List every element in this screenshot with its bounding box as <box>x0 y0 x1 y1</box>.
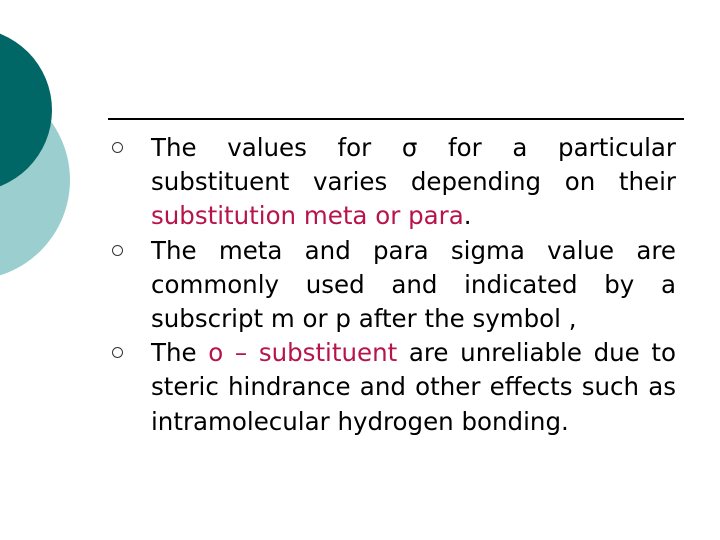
hollow-circle-bullet-icon <box>112 347 123 358</box>
hollow-circle-bullet-icon <box>112 245 123 256</box>
hollow-circle-bullet-icon <box>112 142 123 153</box>
bullet-text: The values for σ for a particular substituent varies depending on their <box>151 133 676 197</box>
bullet-item <box>132 131 676 234</box>
highlighted-text: o – substituent <box>208 338 398 368</box>
title-divider-line <box>108 118 684 120</box>
bullet-item <box>132 234 676 337</box>
bullet-item <box>132 336 676 439</box>
bullet-text-end: are unreliable due to steric hindrance and other effects such as intramolecular hydrogen bonding. <box>151 338 676 436</box>
bullet-text-end: . <box>463 201 472 231</box>
bullet-text: The meta and para sigma value are commonly used and indicated by a subscript m or p after the symbol , <box>151 235 676 334</box>
highlighted-text: substitution meta or para <box>151 201 464 231</box>
bullet-text: The <box>151 338 209 368</box>
bullet-list <box>132 131 676 439</box>
decorative-circles <box>0 0 100 300</box>
